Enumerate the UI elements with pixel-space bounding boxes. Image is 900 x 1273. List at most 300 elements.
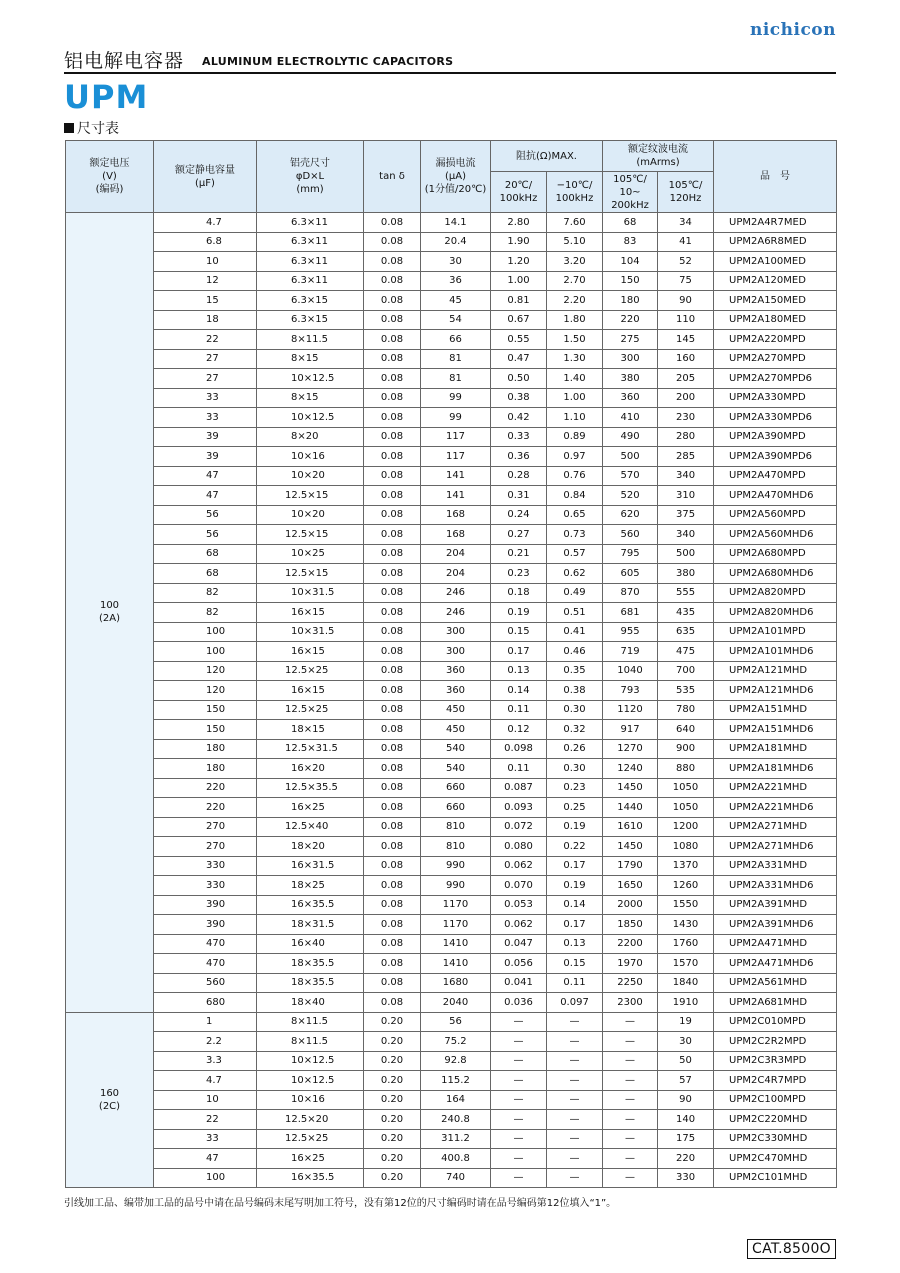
voltage-group-cell: 100 (2A) (66, 213, 154, 1013)
case-size-cell: 6.3×11 (257, 232, 364, 252)
table-row (66, 1051, 837, 1071)
tan-delta-cell: 0.08 (364, 213, 421, 233)
header-part-number: 品 号 (714, 141, 837, 213)
impedance-minus10c-cell: 7.60 (547, 213, 603, 233)
case-size-cell: 10×16 (257, 1090, 364, 1110)
ripple-105c-high-cell: 2000 (603, 895, 658, 915)
impedance-20c-cell: 1.20 (491, 252, 547, 272)
tan-delta-cell: 0.08 (364, 505, 421, 525)
table-row (66, 1090, 837, 1110)
header-case-size: 铝壳尺寸 φD×L (mm) (257, 141, 364, 213)
table-row (66, 934, 837, 954)
ripple-105c-120hz-cell: 475 (658, 642, 714, 662)
impedance-20c-cell: 0.062 (491, 856, 547, 876)
table-row (66, 232, 837, 252)
case-size-cell: 12.5×20 (257, 1110, 364, 1130)
impedance-minus10c-cell: 0.14 (547, 895, 603, 915)
impedance-20c-cell: — (491, 1110, 547, 1130)
header-imp-20c: 20℃/ 100kHz (491, 172, 547, 213)
table-row (66, 1149, 837, 1169)
part-number-cell: UPM2A390MPD6 (714, 447, 837, 467)
ripple-105c-120hz-cell: 380 (658, 564, 714, 584)
table-body (66, 213, 837, 1188)
ripple-105c-120hz-cell: 1910 (658, 993, 714, 1013)
header-ripple: 额定纹波电流 (mArms) (603, 141, 714, 172)
table-row (66, 427, 837, 447)
table-row (66, 1129, 837, 1149)
section-heading (64, 118, 119, 138)
ripple-105c-120hz-cell: 160 (658, 349, 714, 369)
capacitance-cell: 330 (154, 856, 257, 876)
impedance-minus10c-cell: 0.46 (547, 642, 603, 662)
ripple-105c-120hz-cell: 75 (658, 271, 714, 291)
capacitance-cell: 180 (154, 759, 257, 779)
impedance-20c-cell: 0.072 (491, 817, 547, 837)
impedance-minus10c-cell: 2.20 (547, 291, 603, 311)
case-size-cell: 12.5×35.5 (257, 778, 364, 798)
header-imp-minus10c: −10℃/ 100kHz (547, 172, 603, 213)
table-row (66, 486, 837, 506)
ripple-105c-high-cell: — (603, 1051, 658, 1071)
ripple-105c-high-cell: 83 (603, 232, 658, 252)
part-number-cell: UPM2A270MPD (714, 349, 837, 369)
leakage-cell: 990 (421, 876, 491, 896)
leakage-cell: 660 (421, 798, 491, 818)
ripple-105c-120hz-cell: 41 (658, 232, 714, 252)
impedance-20c-cell: 0.23 (491, 564, 547, 584)
capacitance-cell: 68 (154, 564, 257, 584)
leakage-cell: 141 (421, 466, 491, 486)
ripple-105c-120hz-cell: 435 (658, 603, 714, 623)
tan-delta-cell: 0.08 (364, 427, 421, 447)
tan-delta-cell: 0.20 (364, 1149, 421, 1169)
impedance-20c-cell: 0.15 (491, 622, 547, 642)
ripple-105c-120hz-cell: 205 (658, 369, 714, 389)
impedance-minus10c-cell: 1.80 (547, 310, 603, 330)
table-row (66, 291, 837, 311)
tan-delta-cell: 0.08 (364, 837, 421, 857)
impedance-20c-cell: — (491, 1090, 547, 1110)
part-number-cell: UPM2A471MHD6 (714, 954, 837, 974)
table-row (66, 993, 837, 1013)
impedance-minus10c-cell: 0.19 (547, 817, 603, 837)
leakage-cell: 92.8 (421, 1051, 491, 1071)
table-row (66, 739, 837, 759)
leakage-cell: 246 (421, 583, 491, 603)
case-size-cell: 18×25 (257, 876, 364, 896)
part-number-cell: UPM2A121MHD (714, 661, 837, 681)
impedance-20c-cell: — (491, 1032, 547, 1052)
impedance-minus10c-cell: — (547, 1071, 603, 1091)
part-number-cell: UPM2A180MED (714, 310, 837, 330)
impedance-20c-cell: 0.47 (491, 349, 547, 369)
impedance-20c-cell: 1.00 (491, 271, 547, 291)
impedance-20c-cell: 0.041 (491, 973, 547, 993)
capacitance-cell: 47 (154, 1149, 257, 1169)
ripple-105c-120hz-cell: 780 (658, 700, 714, 720)
table-row (66, 447, 837, 467)
title-en: ALUMINUM ELECTROLYTIC CAPACITORS (202, 55, 454, 68)
ripple-105c-120hz-cell: 1370 (658, 856, 714, 876)
tan-delta-cell: 0.08 (364, 973, 421, 993)
leakage-cell: 540 (421, 759, 491, 779)
part-number-cell: UPM2A560MPD (714, 505, 837, 525)
case-size-cell: 12.5×15 (257, 564, 364, 584)
ripple-105c-120hz-cell: 500 (658, 544, 714, 564)
ripple-105c-120hz-cell: 330 (658, 1168, 714, 1188)
ripple-105c-high-cell: 1970 (603, 954, 658, 974)
impedance-minus10c-cell: — (547, 1129, 603, 1149)
ripple-105c-high-cell: 2200 (603, 934, 658, 954)
part-number-cell: UPM2A120MED (714, 271, 837, 291)
capacitance-cell: 150 (154, 720, 257, 740)
part-number-cell: UPM2A151MHD6 (714, 720, 837, 740)
capacitance-cell: 68 (154, 544, 257, 564)
impedance-minus10c-cell: — (547, 1090, 603, 1110)
case-size-cell: 10×31.5 (257, 583, 364, 603)
capacitance-cell: 120 (154, 661, 257, 681)
part-number-cell: UPM2A471MHD (714, 934, 837, 954)
impedance-20c-cell: 0.093 (491, 798, 547, 818)
ripple-105c-high-cell: 2250 (603, 973, 658, 993)
ripple-105c-120hz-cell: 900 (658, 739, 714, 759)
case-size-cell: 16×35.5 (257, 1168, 364, 1188)
table-row (66, 720, 837, 740)
case-size-cell: 8×11.5 (257, 1032, 364, 1052)
ripple-105c-120hz-cell: 230 (658, 408, 714, 428)
part-number-cell: UPM2A561MHD (714, 973, 837, 993)
part-number-cell: UPM2A820MHD6 (714, 603, 837, 623)
table-row (66, 544, 837, 564)
part-number-cell: UPM2A121MHD6 (714, 681, 837, 701)
impedance-minus10c-cell: 0.65 (547, 505, 603, 525)
table-row (66, 622, 837, 642)
tan-delta-cell: 0.08 (364, 681, 421, 701)
ripple-105c-120hz-cell: 700 (658, 661, 714, 681)
ripple-105c-high-cell: 570 (603, 466, 658, 486)
case-size-cell: 16×25 (257, 798, 364, 818)
impedance-20c-cell: 0.18 (491, 583, 547, 603)
tan-delta-cell: 0.08 (364, 603, 421, 623)
leakage-cell: 740 (421, 1168, 491, 1188)
capacitance-cell: 33 (154, 388, 257, 408)
capacitance-cell: 47 (154, 486, 257, 506)
case-size-cell: 6.3×11 (257, 271, 364, 291)
capacitance-cell: 27 (154, 349, 257, 369)
table-row (66, 505, 837, 525)
part-number-cell: UPM2A221MHD6 (714, 798, 837, 818)
ripple-105c-120hz-cell: 220 (658, 1149, 714, 1169)
ripple-105c-high-cell: 1240 (603, 759, 658, 779)
impedance-20c-cell: — (491, 1129, 547, 1149)
capacitance-cell: 330 (154, 876, 257, 896)
ripple-105c-high-cell: 1440 (603, 798, 658, 818)
table-row (66, 564, 837, 584)
tan-delta-cell: 0.08 (364, 330, 421, 350)
tan-delta-cell: 0.08 (364, 252, 421, 272)
case-size-cell: 12.5×15 (257, 525, 364, 545)
case-size-cell: 18×35.5 (257, 973, 364, 993)
part-number-cell: UPM2C470MHD (714, 1149, 837, 1169)
capacitance-cell: 27 (154, 369, 257, 389)
impedance-minus10c-cell: 1.30 (547, 349, 603, 369)
impedance-20c-cell: 0.81 (491, 291, 547, 311)
case-size-cell: 8×11.5 (257, 330, 364, 350)
tan-delta-cell: 0.08 (364, 993, 421, 1013)
ripple-105c-high-cell: 795 (603, 544, 658, 564)
ripple-105c-120hz-cell: 340 (658, 466, 714, 486)
impedance-20c-cell: 0.36 (491, 447, 547, 467)
impedance-minus10c-cell: 0.30 (547, 700, 603, 720)
impedance-20c-cell: 0.42 (491, 408, 547, 428)
leakage-cell: 75.2 (421, 1032, 491, 1052)
dimension-table (65, 140, 837, 1188)
leakage-cell: 1680 (421, 973, 491, 993)
ripple-105c-high-cell: 560 (603, 525, 658, 545)
ripple-105c-high-cell: 620 (603, 505, 658, 525)
impedance-minus10c-cell: 0.41 (547, 622, 603, 642)
ripple-105c-120hz-cell: 1840 (658, 973, 714, 993)
leakage-cell: 990 (421, 856, 491, 876)
tan-delta-cell: 0.08 (364, 642, 421, 662)
impedance-minus10c-cell: 0.38 (547, 681, 603, 701)
ripple-105c-120hz-cell: 110 (658, 310, 714, 330)
ripple-105c-120hz-cell: 50 (658, 1051, 714, 1071)
section-title: 尺寸表 (77, 121, 119, 137)
impedance-20c-cell: 0.55 (491, 330, 547, 350)
capacitance-cell: 47 (154, 466, 257, 486)
tan-delta-cell: 0.08 (364, 934, 421, 954)
ripple-105c-high-cell: 1450 (603, 778, 658, 798)
impedance-minus10c-cell: 0.51 (547, 603, 603, 623)
ripple-105c-120hz-cell: 1050 (658, 798, 714, 818)
part-number-cell: UPM2A271MHD6 (714, 837, 837, 857)
table-row (66, 583, 837, 603)
table-row (66, 778, 837, 798)
tan-delta-cell: 0.20 (364, 1168, 421, 1188)
part-number-cell: UPM2A100MED (714, 252, 837, 272)
capacitance-cell: 10 (154, 1090, 257, 1110)
ripple-105c-120hz-cell: 34 (658, 213, 714, 233)
case-size-cell: 12.5×31.5 (257, 739, 364, 759)
part-number-cell: UPM2A560MHD6 (714, 525, 837, 545)
impedance-20c-cell: 0.047 (491, 934, 547, 954)
impedance-20c-cell: 2.80 (491, 213, 547, 233)
impedance-minus10c-cell: 0.23 (547, 778, 603, 798)
capacitance-cell: 100 (154, 642, 257, 662)
impedance-20c-cell: 0.28 (491, 466, 547, 486)
ripple-105c-high-cell: 793 (603, 681, 658, 701)
leakage-cell: 450 (421, 720, 491, 740)
capacitance-cell: 220 (154, 798, 257, 818)
impedance-20c-cell: 0.14 (491, 681, 547, 701)
impedance-20c-cell: — (491, 1149, 547, 1169)
capacitance-cell: 15 (154, 291, 257, 311)
capacitance-cell: 33 (154, 1129, 257, 1149)
ripple-105c-120hz-cell: 1570 (658, 954, 714, 974)
case-size-cell: 6.3×15 (257, 310, 364, 330)
ripple-105c-high-cell: — (603, 1032, 658, 1052)
case-size-cell: 16×31.5 (257, 856, 364, 876)
table-row (66, 1168, 837, 1188)
header-ripple-105c-120hz: 105℃/ 120Hz (658, 172, 714, 213)
impedance-20c-cell: 0.036 (491, 993, 547, 1013)
part-number-cell: UPM2A680MHD6 (714, 564, 837, 584)
leakage-cell: 81 (421, 369, 491, 389)
tan-delta-cell: 0.08 (364, 408, 421, 428)
leakage-cell: 66 (421, 330, 491, 350)
leakage-cell: 117 (421, 427, 491, 447)
case-size-cell: 18×35.5 (257, 954, 364, 974)
impedance-minus10c-cell: 0.17 (547, 856, 603, 876)
part-number-cell: UPM2A150MED (714, 291, 837, 311)
case-size-cell: 10×12.5 (257, 1051, 364, 1071)
ripple-105c-120hz-cell: 1050 (658, 778, 714, 798)
case-size-cell: 6.3×15 (257, 291, 364, 311)
case-size-cell: 18×15 (257, 720, 364, 740)
table-row (66, 310, 837, 330)
part-number-cell: UPM2C330MHD (714, 1129, 837, 1149)
case-size-cell: 16×40 (257, 934, 364, 954)
table-row (66, 213, 837, 233)
impedance-minus10c-cell: 0.19 (547, 876, 603, 896)
case-size-cell: 10×25 (257, 544, 364, 564)
impedance-20c-cell: 0.087 (491, 778, 547, 798)
part-number-cell: UPM2A331MHD6 (714, 876, 837, 896)
part-number-cell: UPM2A220MPD (714, 330, 837, 350)
leakage-cell: 81 (421, 349, 491, 369)
ripple-105c-120hz-cell: 340 (658, 525, 714, 545)
part-number-cell: UPM2C100MPD (714, 1090, 837, 1110)
case-size-cell: 6.3×11 (257, 213, 364, 233)
ripple-105c-high-cell: 917 (603, 720, 658, 740)
ripple-105c-120hz-cell: 30 (658, 1032, 714, 1052)
impedance-minus10c-cell: 0.84 (547, 486, 603, 506)
impedance-minus10c-cell: 1.50 (547, 330, 603, 350)
case-size-cell: 16×15 (257, 642, 364, 662)
tan-delta-cell: 0.20 (364, 1012, 421, 1032)
impedance-minus10c-cell: — (547, 1012, 603, 1032)
impedance-20c-cell: 0.33 (491, 427, 547, 447)
table-row (66, 330, 837, 350)
case-size-cell: 12.5×40 (257, 817, 364, 837)
impedance-20c-cell: 0.098 (491, 739, 547, 759)
part-number-cell: UPM2A470MHD6 (714, 486, 837, 506)
leakage-cell: 99 (421, 408, 491, 428)
capacitance-cell: 1 (154, 1012, 257, 1032)
capacitance-cell: 56 (154, 525, 257, 545)
impedance-minus10c-cell: 2.70 (547, 271, 603, 291)
leakage-cell: 164 (421, 1090, 491, 1110)
ripple-105c-120hz-cell: 1080 (658, 837, 714, 857)
case-size-cell: 16×15 (257, 603, 364, 623)
part-number-cell: UPM2C101MHD (714, 1168, 837, 1188)
leakage-cell: 246 (421, 603, 491, 623)
impedance-minus10c-cell: 0.57 (547, 544, 603, 564)
ripple-105c-120hz-cell: 175 (658, 1129, 714, 1149)
case-size-cell: 16×25 (257, 1149, 364, 1169)
capacitance-cell: 220 (154, 778, 257, 798)
table-row (66, 798, 837, 818)
brand-logo: nichicon (749, 20, 836, 40)
part-number-cell: UPM2A270MPD6 (714, 369, 837, 389)
ripple-105c-high-cell: 1850 (603, 915, 658, 935)
ripple-105c-high-cell: 500 (603, 447, 658, 467)
part-number-cell: UPM2A271MHD (714, 817, 837, 837)
impedance-20c-cell: 0.062 (491, 915, 547, 935)
impedance-20c-cell: 0.19 (491, 603, 547, 623)
table-row (66, 681, 837, 701)
leakage-cell: 204 (421, 544, 491, 564)
part-number-cell: UPM2C220MHD (714, 1110, 837, 1130)
table-row (66, 1012, 837, 1032)
ripple-105c-120hz-cell: 90 (658, 291, 714, 311)
impedance-minus10c-cell: — (547, 1110, 603, 1130)
leakage-cell: 36 (421, 271, 491, 291)
capacitance-cell: 470 (154, 954, 257, 974)
leakage-cell: 2040 (421, 993, 491, 1013)
impedance-minus10c-cell: 5.10 (547, 232, 603, 252)
ripple-105c-high-cell: 870 (603, 583, 658, 603)
square-bullet-icon (64, 123, 74, 133)
capacitance-cell: 120 (154, 681, 257, 701)
leakage-cell: 117 (421, 447, 491, 467)
ripple-105c-120hz-cell: 640 (658, 720, 714, 740)
ripple-105c-high-cell: 410 (603, 408, 658, 428)
ripple-105c-120hz-cell: 1260 (658, 876, 714, 896)
case-size-cell: 10×12.5 (257, 408, 364, 428)
capacitance-cell: 390 (154, 915, 257, 935)
table-row (66, 271, 837, 291)
leakage-cell: 45 (421, 291, 491, 311)
impedance-minus10c-cell: 0.32 (547, 720, 603, 740)
ripple-105c-high-cell: 520 (603, 486, 658, 506)
ripple-105c-high-cell: — (603, 1012, 658, 1032)
part-number-cell: UPM2A331MHD (714, 856, 837, 876)
impedance-minus10c-cell: 0.17 (547, 915, 603, 935)
impedance-minus10c-cell: 0.97 (547, 447, 603, 467)
tan-delta-cell: 0.08 (364, 817, 421, 837)
capacitance-cell: 82 (154, 603, 257, 623)
table-row (66, 252, 837, 272)
impedance-minus10c-cell: 0.11 (547, 973, 603, 993)
capacitance-cell: 18 (154, 310, 257, 330)
table-row (66, 466, 837, 486)
impedance-minus10c-cell: — (547, 1168, 603, 1188)
ripple-105c-high-cell: 1040 (603, 661, 658, 681)
leakage-cell: 300 (421, 642, 491, 662)
case-size-cell: 16×20 (257, 759, 364, 779)
capacitance-cell: 39 (154, 447, 257, 467)
ripple-105c-120hz-cell: 555 (658, 583, 714, 603)
ripple-105c-high-cell: 1790 (603, 856, 658, 876)
tan-delta-cell: 0.08 (364, 622, 421, 642)
ripple-105c-120hz-cell: 375 (658, 505, 714, 525)
series-name: UPM (64, 78, 149, 116)
impedance-minus10c-cell: 0.35 (547, 661, 603, 681)
impedance-minus10c-cell: 0.26 (547, 739, 603, 759)
capacitance-cell: 4.7 (154, 1071, 257, 1091)
ripple-105c-high-cell: 180 (603, 291, 658, 311)
tan-delta-cell: 0.08 (364, 388, 421, 408)
part-number-cell: UPM2A181MHD (714, 739, 837, 759)
impedance-20c-cell: 0.070 (491, 876, 547, 896)
impedance-20c-cell: — (491, 1071, 547, 1091)
case-size-cell: 12.5×15 (257, 486, 364, 506)
ripple-105c-high-cell: 955 (603, 622, 658, 642)
ripple-105c-high-cell: 1270 (603, 739, 658, 759)
leakage-cell: 168 (421, 525, 491, 545)
